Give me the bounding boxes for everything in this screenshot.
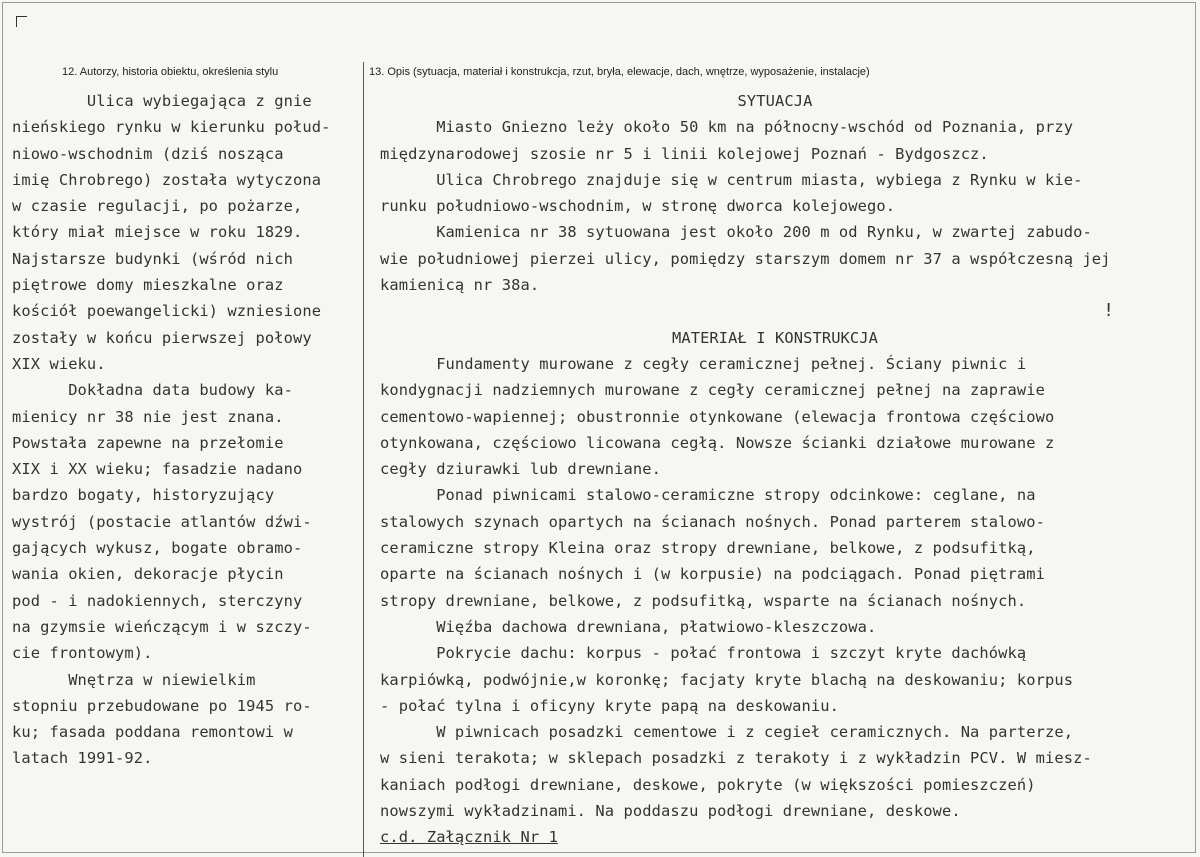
history-text-line: XIX i XX wieku; fasadzie nadano (12, 460, 303, 479)
continuation-note: c.d. Załącznik Nr 1 (380, 828, 558, 847)
sytuacja-text-line: kamienicą nr 38a. (380, 276, 540, 295)
corner-mark (16, 16, 27, 27)
history-text-line: wania okien, dekoracje płycin (12, 565, 284, 584)
material-text-line: oparte na ścianach nośnych i (w korpusie) na podciągach. Ponad piętrami (380, 565, 1045, 584)
sytuacja-text-line: Ulica Chrobrego znajduje się w centrum miasta, wybiega z Rynku w kie- (380, 170, 1083, 189)
heading-sytuacja: SYTUACJA (737, 92, 813, 110)
history-text-column (12, 88, 362, 772)
section-material-konstrukcja (380, 351, 1170, 824)
history-text-line: nieńskiego rynku w kierunku połud- (12, 118, 331, 137)
sytuacja-text-line: Miasto Gniezno leży około 50 km na północny-wschód od Poznania, przy (380, 118, 1074, 137)
material-text-line: karpiówką, podwójnie,w koronkę; facjaty kryte blachą na deskowaniu; korpus (380, 670, 1074, 689)
field-13-label: 13. Opis (sytuacja, materiał i konstrukcja, rzut, bryła, elewacje, dach, wnętrze, wyposażenie, instalacje) (369, 66, 870, 78)
history-text-line: kościół poewangelicki) wzniesione (12, 302, 322, 321)
history-text-line: Najstarsze budynki (wśród nich (12, 249, 293, 268)
history-text-line: Ulica wybiegająca z gnie (12, 92, 312, 110)
column-divider (363, 62, 364, 857)
sytuacja-text-line: wie południowej pierzei ulicy, pomiędzy starszym domem nr 37 a współczesną jej (380, 249, 1111, 268)
history-text-line: który miał miejsce w roku 1829. (12, 223, 303, 242)
footer-line (380, 824, 1170, 850)
history-text-line: imię Chrobrego) została wytyczona (12, 170, 322, 189)
material-text-line: otynkowana, częściowo licowana cegłą. Nowsze ścianki działowe murowane z (380, 433, 1055, 452)
history-text-line: XIX wieku. (12, 354, 106, 373)
history-text-line: Dokładna data budowy ka- (12, 381, 293, 400)
material-text-line: kondygnacji nadziemnych murowane z cegły ceramicznej pełnej na zaprawie (380, 381, 1045, 400)
history-text-line: bardzo bogaty, historyzujący (12, 486, 275, 505)
history-text-line: wystrój (postacie atlantów dźwi- (12, 512, 312, 531)
material-text-line: stalowych szynach opartych na ścianach nośnych. Ponad parterem stalowo- (380, 512, 1045, 531)
history-text-line: piętrowe domy mieszkalne oraz (12, 276, 284, 295)
material-text-line: nowszymi wykładzinami. Na poddaszu podłogi drewniane, deskowe. (380, 802, 961, 821)
history-text-line: niowo-wschodnim (dziś nosząca (12, 144, 284, 163)
material-text-line: - połać tylna i oficyny kryte papą na deskowaniu. (380, 696, 839, 715)
history-text-line: Powstała zapewne na przełomie (12, 433, 284, 452)
history-text-line: pod - i nadokiennych, sterczyny (12, 591, 303, 610)
history-text-line: gających wykusz, bogate obramo- (12, 539, 303, 558)
heading-material-konstrukcja: MATERIAŁ I KONSTRUKCJA (671, 328, 879, 347)
spacer (380, 298, 1170, 324)
history-text-line: mienicy nr 38 nie jest znana. (12, 407, 284, 426)
history-text-line: stopniu przebudowane po 1945 ro- (12, 696, 312, 715)
history-text-line: cie frontowym). (12, 644, 153, 663)
history-text-line: ku; fasada poddana remontowi w (12, 723, 293, 742)
pencil-mark: ! (1105, 300, 1113, 321)
history-text-line: zostały w końcu pierwszej połowy (12, 328, 312, 347)
history-text-line: latach 1991-92. (12, 749, 153, 768)
history-text-line: w czasie regulacji, po pożarze, (12, 197, 303, 216)
material-text-line: cegły dziurawki lub drewniane. (380, 460, 661, 479)
material-text-line: w sieni terakota; w sklepach posadzki z terakoty i z wykładzin PCV. W miesz- (380, 749, 1092, 768)
section-sytuacja (380, 114, 1170, 298)
sytuacja-text-line: runku południowo-wschodnim, w stronę dworca kolejowego. (380, 197, 896, 216)
field-12-label: 12. Autorzy, historia obiektu, określenia stylu (62, 66, 279, 78)
history-text-line: Wnętrza w niewielkim (12, 670, 256, 689)
sytuacja-text-line: Kamienica nr 38 sytuowana jest około 200 m od Rynku, w zwartej zabudo- (380, 223, 1092, 242)
material-text-line: Fundamenty murowane z cegły ceramicznej pełnej. Ściany piwnic i (380, 354, 1027, 373)
description-text-column (380, 88, 1170, 851)
material-text-line: Ponad piwnicami stalowo-ceramiczne stropy odcinkowe: ceglane, na (380, 486, 1036, 505)
material-text-line: ceramiczne stropy Kleina oraz stropy drewniane, belkowe, z podsufitką, (380, 539, 1036, 558)
material-text-line: Pokrycie dachu: korpus - połać frontowa i szczyt kryte dachówką (380, 644, 1027, 663)
material-text-line: W piwnicach posadzki cementowe i z cegieł ceramicznych. Na parterze, (380, 723, 1074, 742)
history-text-line: na gzymsie wieńczącym i w szczy- (12, 617, 312, 636)
material-text-line: kaniach podłogi drewniane, deskowe, pokryte (w większości pomieszczeń) (380, 775, 1036, 794)
material-text-line: Więźba dachowa drewniana, płatwiowo-kleszczowa. (380, 617, 877, 636)
sytuacja-text-line: międzynarodowej szosie nr 5 i linii kolejowej Poznań - Bydgoszcz. (380, 144, 989, 163)
material-text-line: cementowo-wapiennej; obustronnie otynkowane (elewacja frontowa częściowo (380, 407, 1055, 426)
material-text-line: stropy drewniane, belkowe, z podsufitką, wsparte na ścianach nośnych. (380, 591, 1027, 610)
